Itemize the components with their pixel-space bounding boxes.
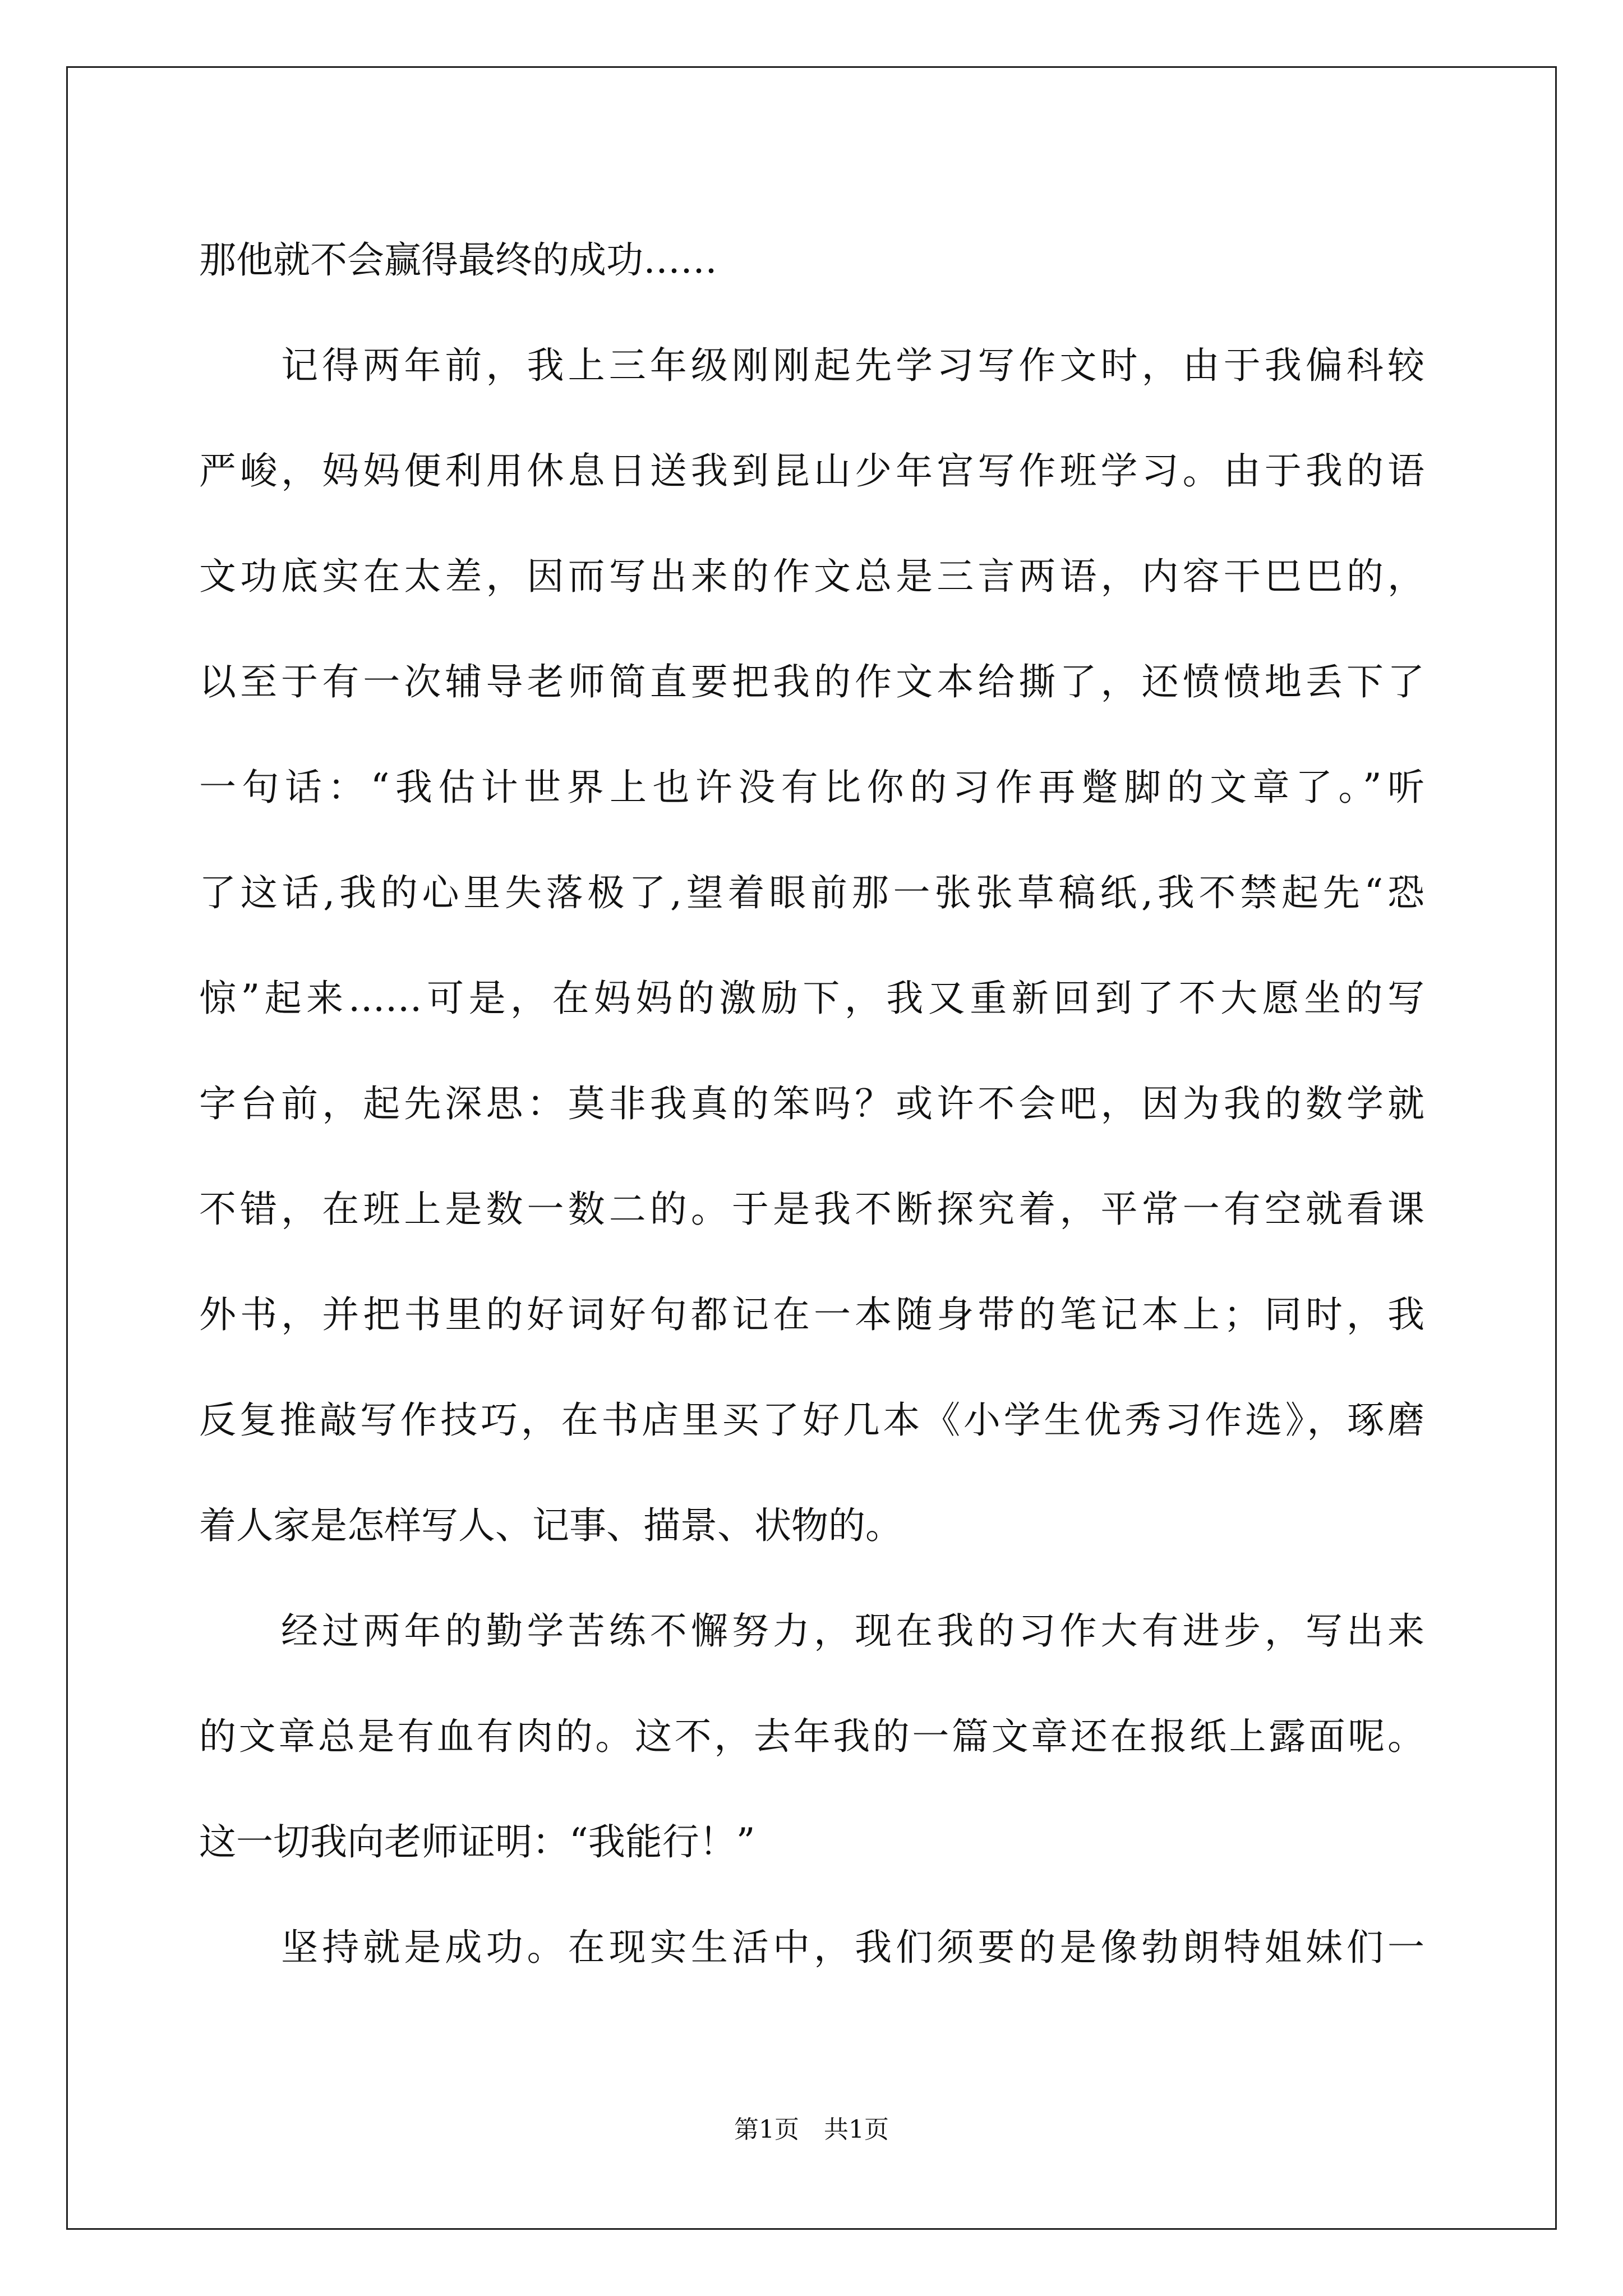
text-line-3: 严峻，妈妈便利用休息日送我到昆山少年宫写作班学习。由于我的语 xyxy=(199,449,1424,493)
text-line-15: 的文章总是有血有肉的。这不，去年我的一篇文章还在报纸上露面呢。 xyxy=(199,1715,1424,1758)
text-line-5: 以至于有一次辅导老师简直要把我的作文本给撕了，还愤愤地丢下了 xyxy=(199,660,1424,703)
text-line-8: 惊”起来……可是，在妈妈的激励下，我又重新回到了不大愿坐的写 xyxy=(199,977,1424,1020)
text-line-10: 不错，在班上是数一数二的。于是我不断探究着，平常一有空就看课 xyxy=(199,1188,1424,1231)
text-line-17: 坚持就是成功。在现实生活中，我们须要的是像勃朗特姐妹们一 xyxy=(199,1926,1424,1969)
text-line-1: 那他就不会赢得最终的成功…… xyxy=(199,238,717,282)
text-line-16: 这一切我向老师证明：“我能行！” xyxy=(199,1820,755,1864)
text-line-6: 一句话：“我估计世界上也许没有比你的习作再蹩脚的文章了。”听 xyxy=(199,766,1424,809)
text-line-2: 记得两年前，我上三年级刚刚起先学习写作文时，由于我偏科较 xyxy=(199,344,1424,387)
text-line-12: 反复推敲写作技巧，在书店里买了好几本《小学生优秀习作选》，琢磨 xyxy=(199,1398,1424,1442)
document-body xyxy=(199,208,1424,2000)
text-line-14: 经过两年的勤学苦练不懈努力，现在我的习作大有进步，写出来 xyxy=(199,1609,1424,1653)
text-line-11: 外书，并把书里的好词好句都记在一本随身带的笔记本上；同时，我 xyxy=(199,1293,1424,1336)
text-line-9: 字台前，起先深思：莫非我真的笨吗？或许不会吧，因为我的数学就 xyxy=(199,1082,1424,1125)
text-line-7: 了这话,我的心里失落极了,望着眼前那一张张草稿纸,我不禁起先“恐 xyxy=(199,871,1424,914)
text-line-13: 着人家是怎样写人、记事、描景、状物的。 xyxy=(199,1504,902,1547)
page-footer: 第1页 共1页 xyxy=(734,2115,889,2144)
text-line-4: 文功底实在太差，因而写出来的作文总是三言两语，内容干巴巴的， xyxy=(199,555,1424,598)
